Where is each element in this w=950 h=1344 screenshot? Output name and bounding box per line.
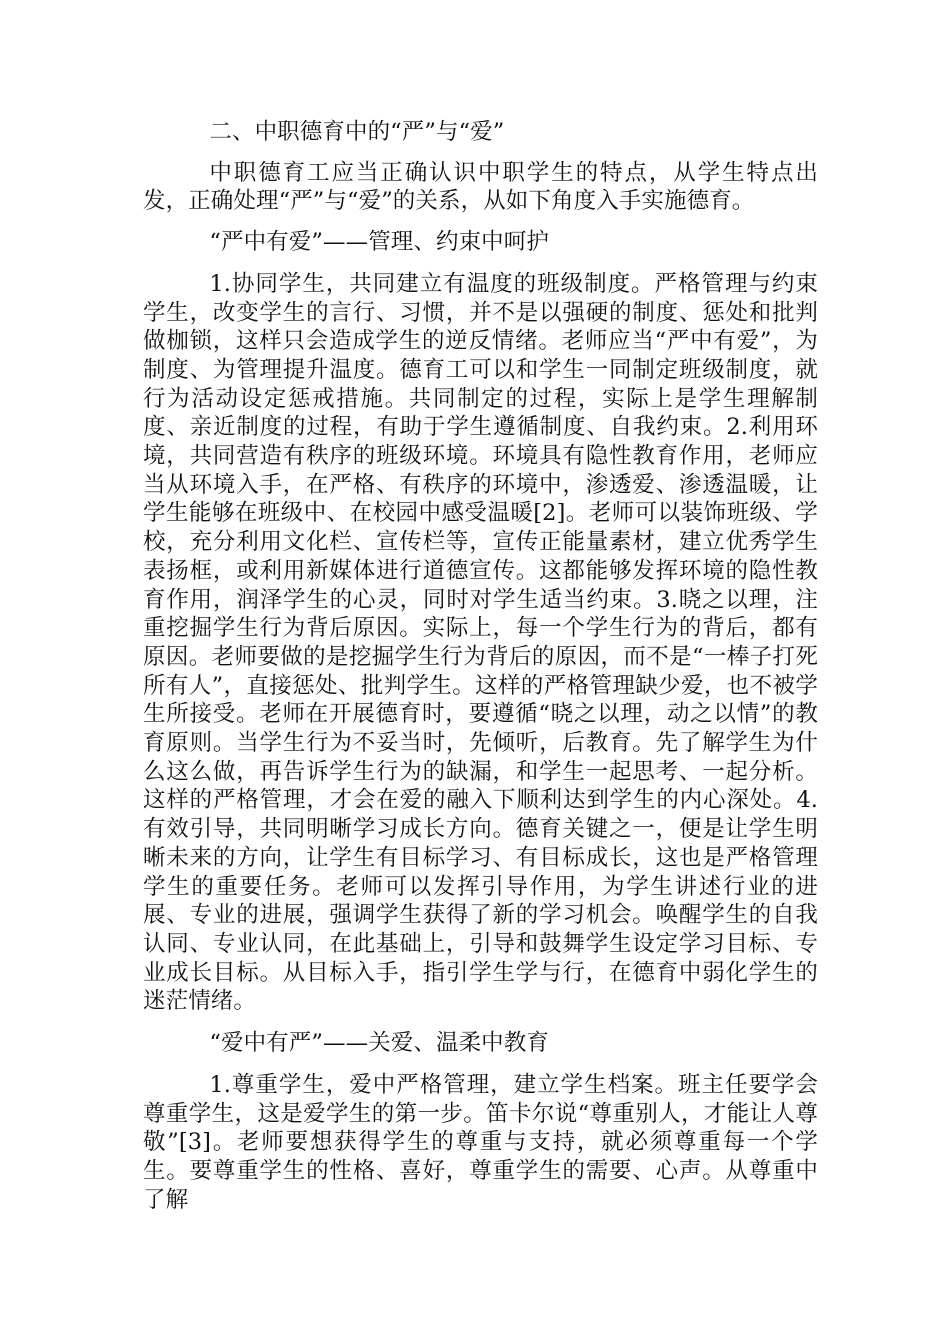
subsection-paragraph-love-with-strict: 1.尊重学生，爱中严格管理，建立学生档案。班主任要学会尊重学生，这是爱学生的第一步。笛卡尔说“尊重别人，才能让人尊敬”[3]。老师要想获得学生的尊重与支持，就必须尊重每一个学生。要尊重学生的性格、喜好，尊重学生的需要、心声。从尊重中了解 <box>143 1071 818 1213</box>
intro-paragraph: 中职德育工应当正确认识中职学生的特点，从学生特点出发，正确处理“严”与“爱”的关系，从如下角度入手实施德育。 <box>143 159 818 215</box>
subsection-paragraph-strict-with-love: 1.协同学生，共同建立有温度的班级制度。严格管理与约束学生，改变学生的言行、习惯，并不是以强硬的制度、惩处和批判做枷锁，这样只会造成学生的逆反情绪。老师应当“严中有爱”，为制度、为管理提升温度。德育工可以和学生一同制定班级制度，就行为活动设定惩戒措施。共同制定的过程，实际上是学生理解制度、亲近制度的过程，有助于学生遵循制度、自我约束。2.利用环境，共同营造有秩序的班级环境。环境具有隐性教育作用，老师应当从环境入手，在严格、有秩序的环境中，渗透爱、渗透温暖，让学生能够在班级中、在校园中感受温暖[2]。老师可以装饰班级、学校，充分利用文化栏、宣传栏等，宣传正能量素材，建立优秀学生表扬框，或利用新媒体进行道德宣传。这都能够发挥环境的隐性教育作用，润泽学生的心灵，同时对学生适当约束。3.晓之以理，注重挖掘学生行为背后原因。实际上，每一个学生行为的背后，都有原因。老师要做的是挖掘学生行为背后的原因，而不是“一棒子打死所有人”，直接惩处、批判学生。这样的严格管理缺少爱，也不被学生所接受。老师在开展德育时，要遵循“晓之以理，动之以情”的教育原则。当学生行为不妥当时，先倾听，后教育。先了解学生为什么这么做，再告诉学生行为的缺漏，和学生一起思考、一起分析。这样的严格管理，才会在爱的融入下顺利达到学生的内心深处。4.有效引导，共同明晰学习成长方向。德育关键之一，便是让学生明晰未来的方向，让学生有目标学习、有目标成长，这也是严格管理学生的重要任务。老师可以发挥引导作用，为学生讲述行业的进展、专业的进展，强调学生获得了新的学习机会。唤醒学生的自我认同、专业认同，在此基础上，引导和鼓舞学生设定学习目标、专业成长目标。从目标入手，指引学生学与行，在德育中弱化学生的迷茫情绪。 <box>143 270 818 1015</box>
section-heading: 二、中职德育中的“严”与“爱” <box>209 119 505 145</box>
subsection-heading-strict-with-love: “严中有爱”——管理、约束中呵护 <box>209 229 549 256</box>
document-body <box>143 118 818 1214</box>
subsection-heading-love-with-strict: “爱中有严”——关爱、温柔中教育 <box>209 1030 549 1057</box>
